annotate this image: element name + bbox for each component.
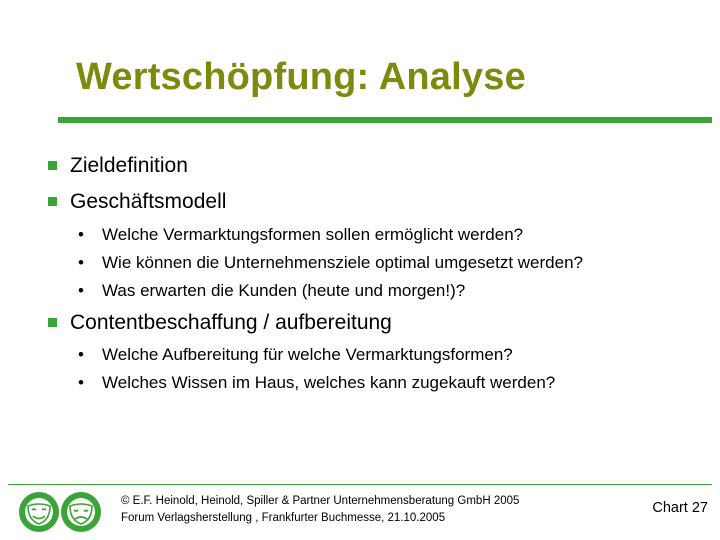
dot-bullet-icon: • bbox=[78, 225, 84, 244]
title-underline bbox=[58, 117, 712, 123]
sub-bullet-text: Was erwarten die Kunden (heute und morgen!)? bbox=[102, 281, 466, 300]
sub-bullet-text: Wie können die Unternehmensziele optimal umgesetzt werden? bbox=[102, 253, 583, 272]
theater-masks-icon bbox=[18, 490, 102, 534]
dot-bullet-icon: • bbox=[78, 281, 84, 300]
square-bullet-icon bbox=[48, 161, 57, 170]
sub-bullet-text: Welche Aufbereitung für welche Vermarktungsformen? bbox=[102, 345, 513, 364]
dot-bullet-icon: • bbox=[78, 345, 84, 364]
dot-bullet-icon: • bbox=[78, 253, 84, 272]
footer-line-2: Forum Verlagsherstellung , Frankfurter Buchmesse, 21.10.2005 bbox=[121, 512, 446, 524]
footer-copyright bbox=[121, 493, 519, 527]
square-bullet-icon bbox=[48, 197, 57, 206]
bullet-text: Contentbeschaffung / aufbereitung bbox=[70, 311, 392, 334]
dot-bullet-icon: • bbox=[78, 373, 84, 392]
footer-divider bbox=[8, 484, 712, 485]
footer-line-1: © E.F. Heinold, Heinold, Spiller & Partner Unternehmensberatung GmbH 2005 bbox=[121, 495, 520, 507]
square-bullet-icon bbox=[48, 318, 57, 327]
bullet-text: Geschäftsmodell bbox=[70, 190, 227, 213]
sub-bullet-text: Welche Vermarktungsformen sollen ermöglicht werden? bbox=[102, 225, 524, 244]
bullet-text: Zieldefinition bbox=[70, 154, 188, 177]
slide-title: Wertschöpfung: Analyse bbox=[76, 56, 526, 98]
sub-bullet-text: Welches Wissen im Haus, welches kann zugekauft werden? bbox=[102, 373, 556, 392]
slide-number: Chart 27 bbox=[652, 500, 708, 516]
